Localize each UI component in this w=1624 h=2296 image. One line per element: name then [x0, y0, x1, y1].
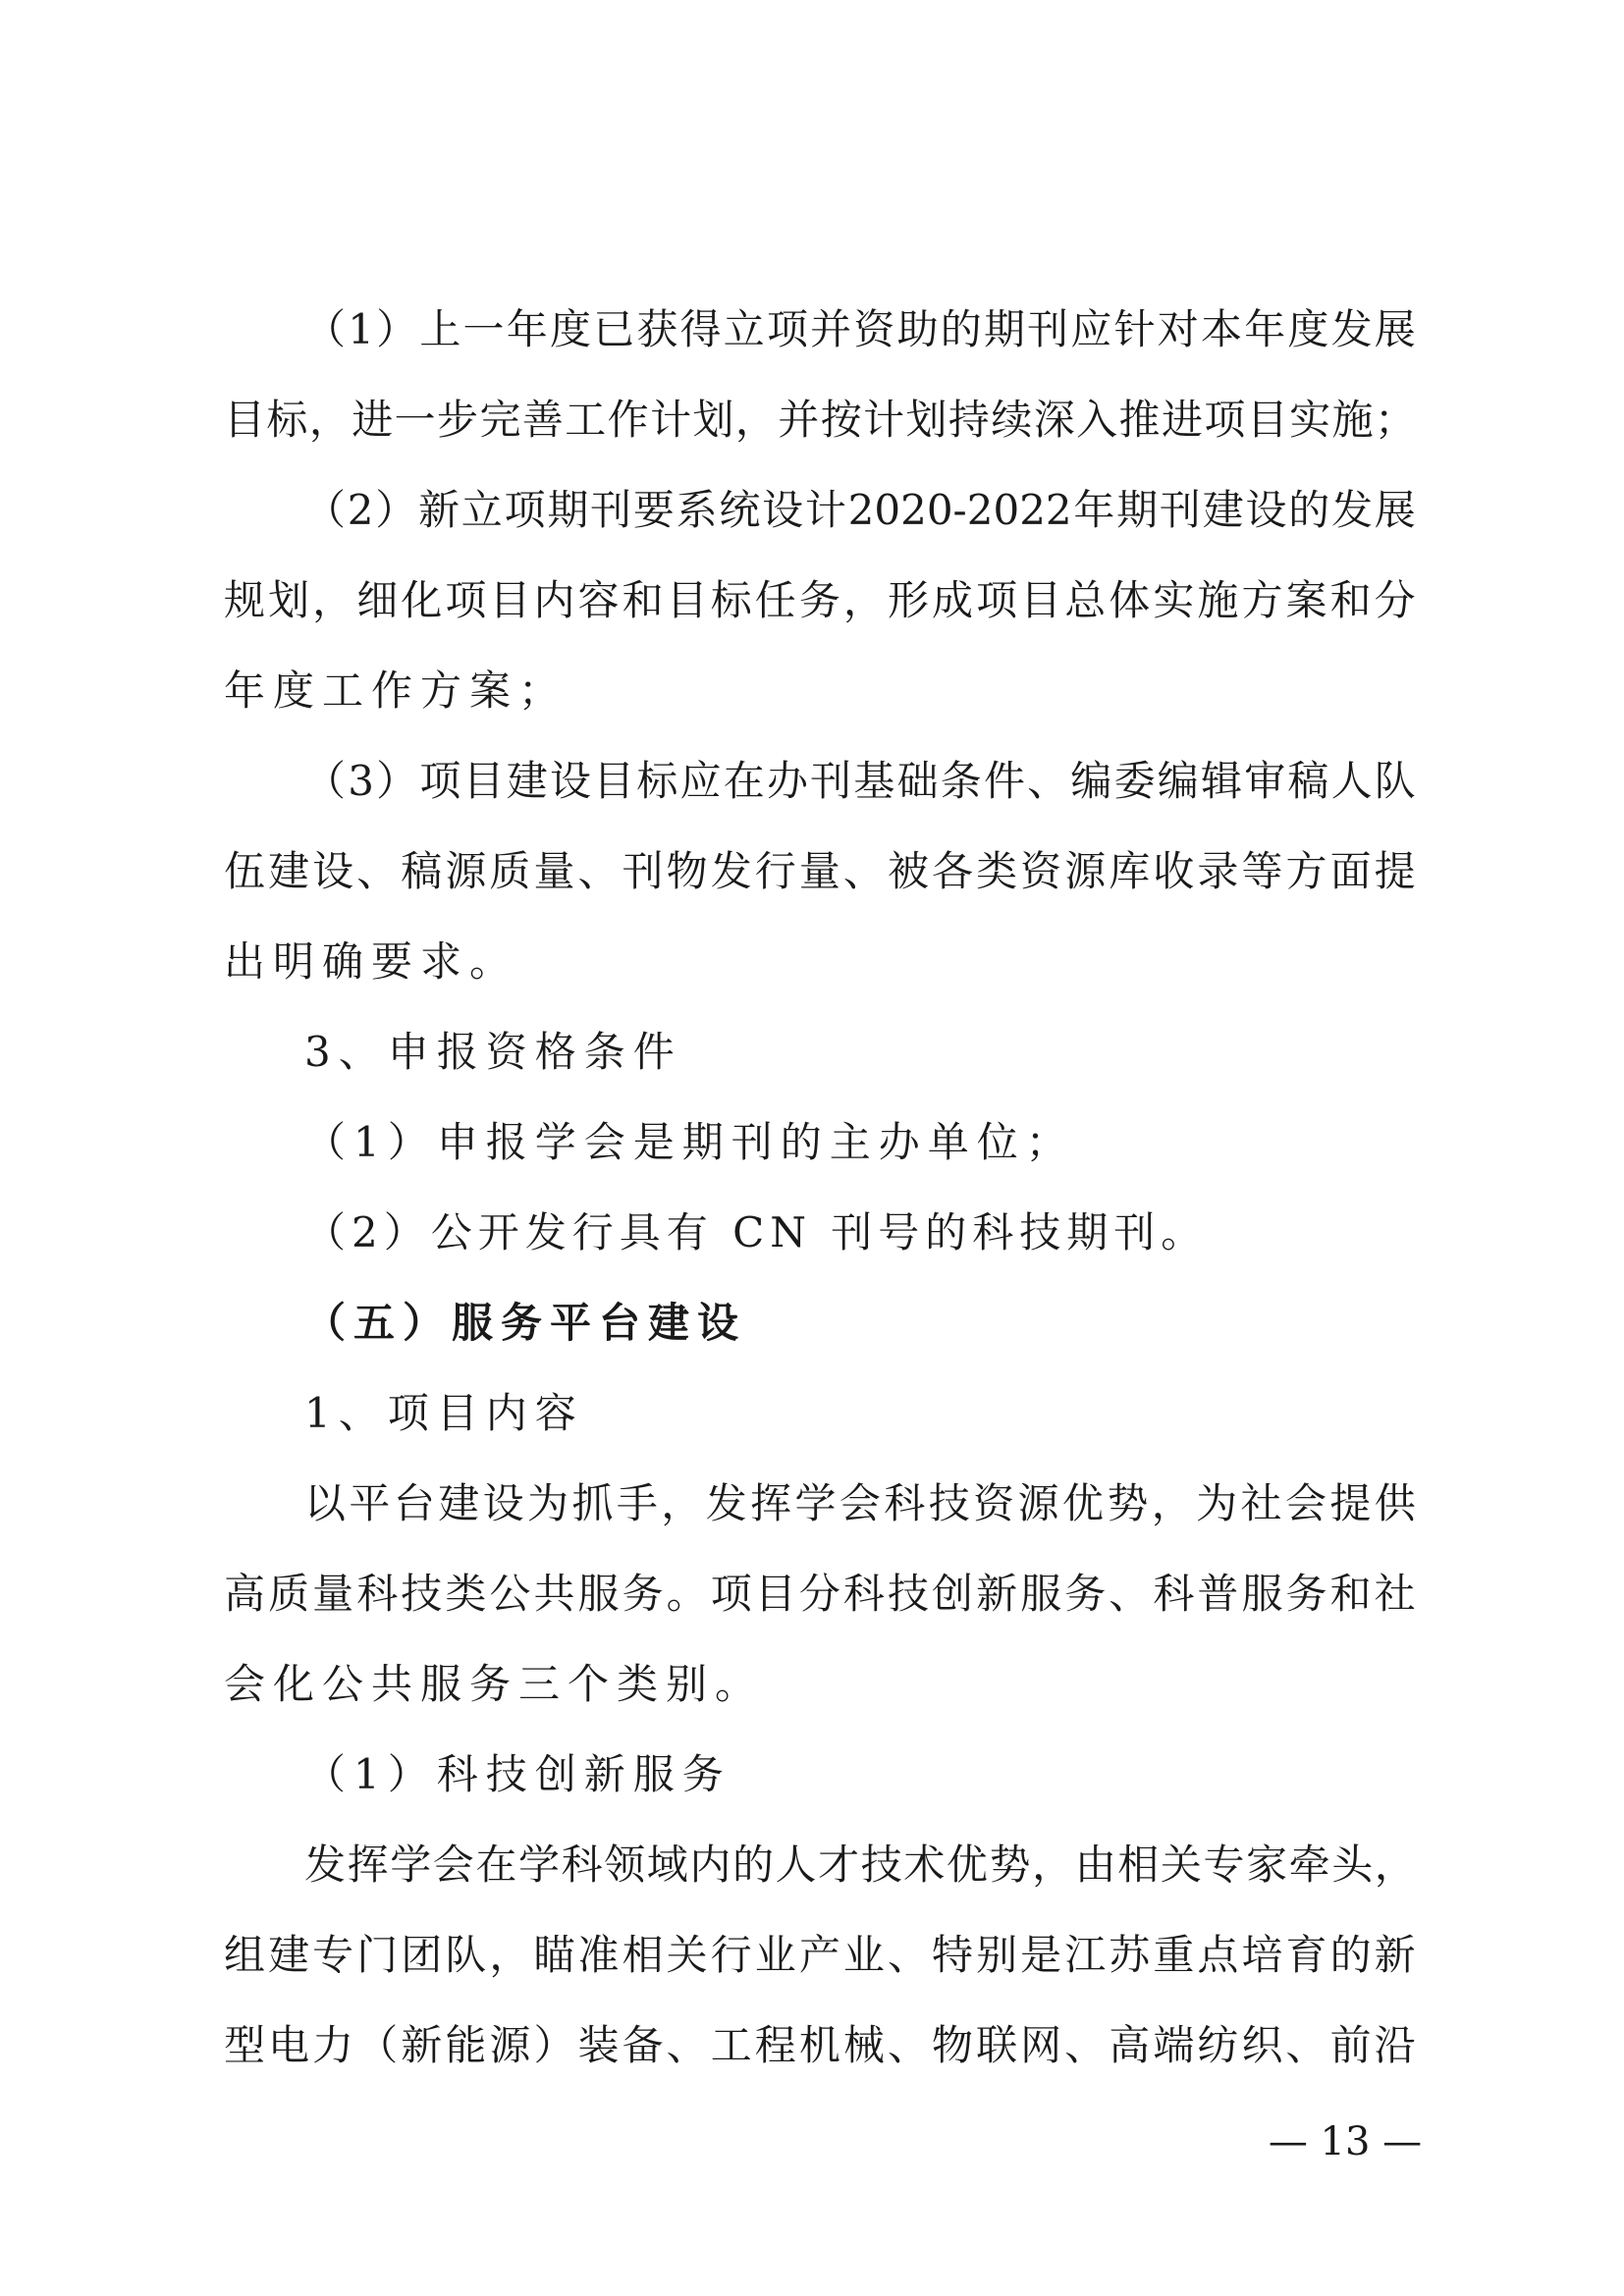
paragraph-line: 组 建 专 门 团 队 ， 瞄 准 相 关 行 业 产 业 、 特 别 是 江 苏 重 点 培 育 的 新: [224, 1931, 1416, 1979]
paragraph-line: （ 3 ） 项 目 建 设 目 标 应 在 办 刊 基 础 条 件 、 编 委 编 辑 审 稿 人 队: [304, 757, 1416, 805]
paragraph-line: 以 平 台 建 设 为 抓 手 ， 发 挥 学 会 科 技 资 源 优 势 ， 为 社 会 提 供: [304, 1479, 1416, 1527]
paragraph-line: （1）申报学会是期刊的主办单位；: [304, 1118, 1075, 1166]
paragraph-line: （ 2 ） 新 立 项 期 刊 要 系 统 设 计 2020-2022 年 期 刊 建 设 的 发 展: [304, 486, 1416, 534]
paragraph-line: 目 标 ， 进 一 步 完 善 工 作 计 划 ， 并 按 计 划 持 续 深 入 推 进 项 目 实 施 ；: [224, 396, 1416, 444]
paragraph-line: 型 电 力 （ 新 能 源 ） 装 备 、 工 程 机 械 、 物 联 网 、 高 端 纺 织 、 前 沿: [224, 2021, 1416, 2069]
paragraph-line: （ 1 ） 上 一 年 度 已 获 得 立 项 并 资 助 的 期 刊 应 针 对 本 年 度 发 展: [304, 305, 1416, 353]
paragraph-line: 伍 建 设 、 稿 源 质 量 、 刊 物 发 行 量 、 被 各 类 资 源 库 收 录 等 方 面 提: [224, 847, 1416, 895]
subsection-heading: 1、项目内容: [304, 1389, 584, 1437]
section-heading: 3、申报资格条件: [304, 1028, 682, 1076]
paragraph-line: 出明确要求。: [224, 937, 519, 986]
paragraph-line: 高 质 量 科 技 类 公 共 服 务 。 项 目 分 科 技 创 新 服 务 、 科 普 服 务 和 社: [224, 1570, 1416, 1618]
subsection-heading: （1）科技创新服务: [304, 1750, 731, 1798]
paragraph-line: 年度工作方案；: [224, 667, 568, 715]
paragraph-line: 发 挥 学 会 在 学 科 领 域 内 的 人 才 技 术 优 势 ， 由 相 关 专 家 牵 头 ，: [304, 1841, 1416, 1889]
section-heading-bold: （五）服务平台建设: [304, 1299, 747, 1347]
page-number: — 13 —: [1268, 2119, 1423, 2164]
paragraph-line: 规 划 ， 细 化 项 目 内 容 和 目 标 任 务 ， 形 成 项 目 总 体 实 施 方 案 和 分: [224, 576, 1416, 624]
paragraph-line: 会化公共服务三个类别。: [224, 1660, 765, 1708]
paragraph-line: （2）公开发行具有 CN 刊号的科技期刊。: [304, 1208, 1209, 1256]
